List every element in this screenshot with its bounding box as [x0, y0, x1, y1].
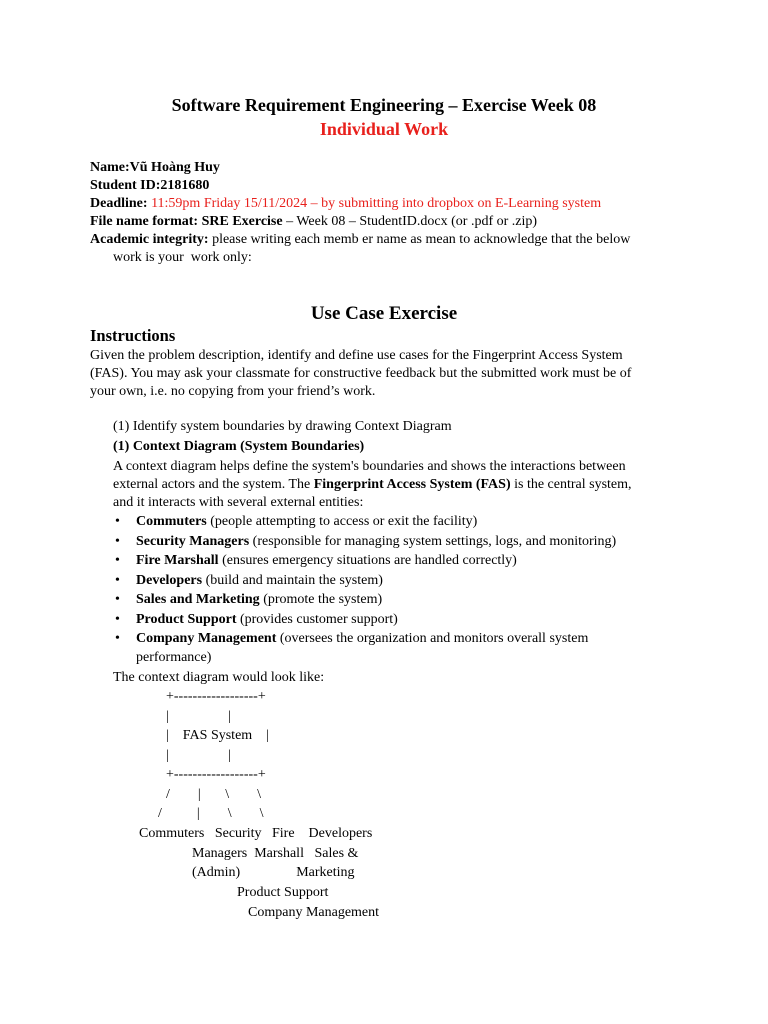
bullet-icon: • — [115, 514, 120, 529]
context-para-line-1: A context diagram helps define the system's boundaries and shows the interactions between — [113, 459, 626, 474]
name-label: Name: — [90, 160, 130, 175]
integrity-label: Academic integrity: — [90, 232, 209, 247]
entity-name: Commuters — [136, 514, 207, 529]
deadline-line — [90, 195, 601, 213]
instructions-heading: Instructions — [90, 326, 176, 345]
list-item — [136, 533, 616, 551]
bullet-icon: • — [115, 573, 120, 588]
entity-description: (promote the system) — [259, 592, 383, 607]
instructions-line-3: your own, i.e. no copying from your friend’s work. — [90, 384, 376, 399]
diagram-actors-row-5: Company Management — [248, 905, 380, 920]
file-format-rest: – Week 08 – StudentID.docx (or .pdf or .zip) — [282, 214, 538, 229]
diagram-box-top: +------------------+ — [166, 689, 266, 704]
context-para-line-2 — [113, 476, 632, 494]
context-para-line-2-bold: Fingerprint Access System (FAS) — [313, 477, 511, 492]
file-format-label: File name format: — [90, 214, 199, 229]
file-format-bold: SRE Exercise — [198, 214, 283, 229]
context-para-line-3: and it interacts with several external entities: — [113, 495, 364, 510]
integrity-line — [90, 231, 630, 249]
bullet-icon: • — [115, 631, 120, 646]
list-item — [136, 513, 477, 531]
name-line — [90, 159, 220, 177]
student-id-line — [90, 177, 209, 195]
integrity-text-1: please writing each memb er name as mean to acknowledge that the below — [208, 232, 631, 247]
deadline-label: Deadline: — [90, 196, 148, 211]
diagram-actors-row-2: Managers Marshall Sales & — [192, 846, 359, 861]
entity-name: Developers — [136, 573, 203, 588]
diagram-system-label: | FAS System | — [166, 728, 269, 743]
list-item — [136, 591, 382, 609]
list-item — [136, 611, 398, 629]
list-item — [136, 552, 517, 570]
diagram-box-bottom: +------------------+ — [166, 767, 266, 782]
student-id-value: 2181680 — [160, 178, 210, 193]
diagram-box-side: | | — [166, 709, 232, 724]
entity-name: Product Support — [136, 612, 237, 627]
integrity-text-2: work is your work only: — [113, 250, 252, 265]
entity-name: Company Management — [136, 631, 277, 646]
bullet-icon: • — [115, 612, 120, 627]
list-item-continuation: performance) — [136, 650, 212, 665]
entity-description: (oversees the organization and monitors overall system — [276, 631, 589, 646]
bullet-icon: • — [115, 592, 120, 607]
bullet-icon: • — [115, 553, 120, 568]
diagram-connectors: / | \ \ — [166, 787, 261, 802]
entity-description: (build and maintain the system) — [202, 573, 383, 588]
entity-description: (provides customer support) — [236, 612, 398, 627]
deadline-value: 11:59pm Friday 15/11/2024 – by submitting into dropbox on E-Learning system — [147, 196, 602, 211]
list-item — [136, 630, 588, 648]
diagram-intro: The context diagram would look like: — [113, 670, 325, 685]
entity-description: (people attempting to access or exit the facility) — [206, 514, 478, 529]
diagram-actors-row-3: (Admin) Marketing — [192, 865, 355, 880]
diagram-actors-row-4: Product Support — [237, 885, 329, 900]
context-heading-text: (1) Context Diagram (System Boundaries) — [113, 439, 365, 454]
bullet-icon: • — [115, 534, 120, 549]
context-para-line-2-pre: external actors and the system. The — [113, 477, 314, 492]
entity-name: Security Managers — [136, 534, 250, 549]
entity-name: Sales and Marketing — [136, 592, 260, 607]
entity-description: (responsible for managing system settings, logs, and monitoring) — [249, 534, 617, 549]
section-heading: Use Case Exercise — [310, 303, 458, 324]
context-para-line-2-post: is the central system, — [510, 477, 632, 492]
entity-description: (ensures emergency situations are handled correctly) — [218, 553, 517, 568]
file-format-line — [90, 213, 537, 231]
context-heading — [113, 438, 364, 456]
diagram-actors-row-1: Commuters Security Fire Developers — [139, 826, 373, 841]
student-id-label: Student ID: — [90, 178, 161, 193]
document-title: Software Requirement Engineering – Exercise Week 08 — [171, 95, 597, 115]
entity-name: Fire Marshall — [136, 553, 219, 568]
instructions-line-2: (FAS). You may ask your classmate for constructive feedback but the submitted work must be of — [90, 366, 632, 381]
instructions-line-1: Given the problem description, identify and define use cases for the Fingerprint Access System — [90, 348, 623, 363]
diagram-box-side: | | — [166, 748, 232, 763]
name-value: Vũ Hoàng Huy — [129, 160, 220, 175]
diagram-connectors: / | \ \ — [158, 806, 264, 821]
step-line: (1) Identify system boundaries by drawing Context Diagram — [113, 419, 452, 434]
document-subtitle: Individual Work — [319, 119, 449, 139]
list-item — [136, 572, 383, 590]
